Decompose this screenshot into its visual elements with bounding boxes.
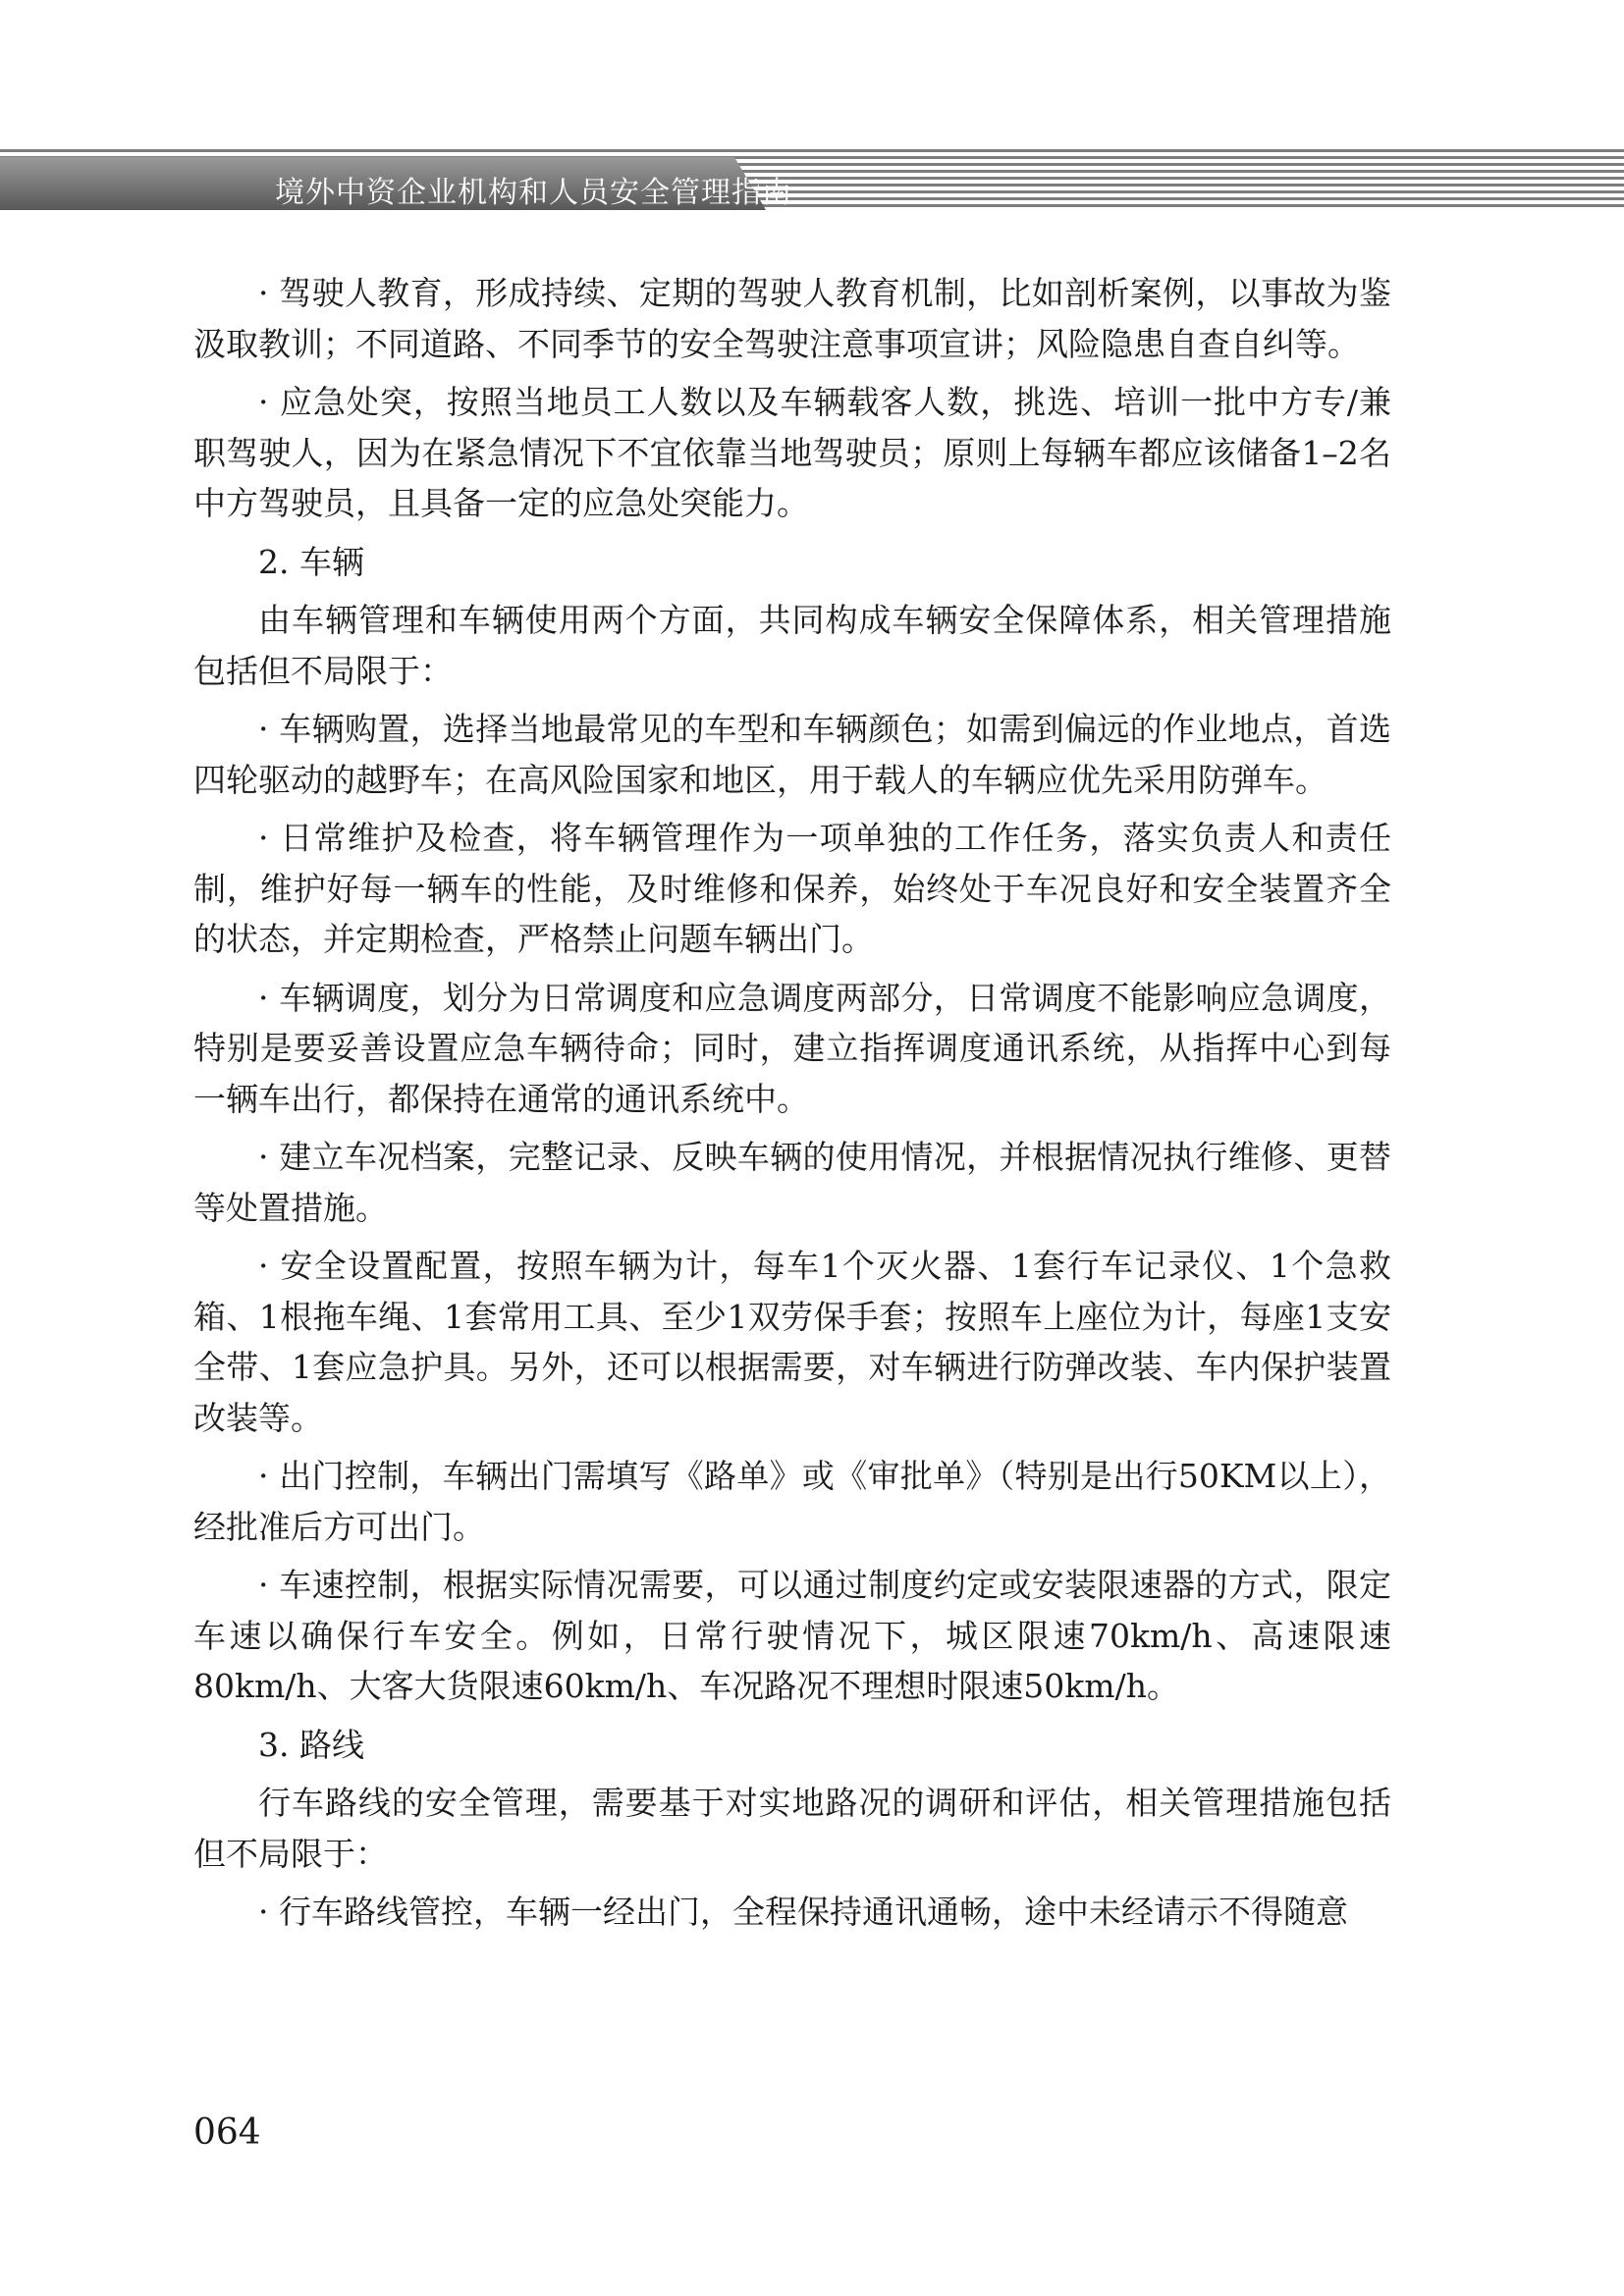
paragraph-vehicle-records: · 建立车况档案，完整记录、反映车辆的使用情况，并根据情况执行维修、更替等处置措施。 [193,1138,1391,1227]
paragraph-safety-equipment: · 安全设置配置，按照车辆为计，每车1个灭火器、1套行车记录仪、1个急救箱、1根拖车绳、1套常用工具、至少1双劳保手套；按照车上座位为计，每座1支安全带、1套应急护具。另外，还可以根据需要，对车辆进行防弹改装、车内保护装置改装等。 [193,1247,1391,1437]
running-header-title: 境外中资企业机构和人员安全管理指南 [275,176,792,210]
paragraph-vehicle-purchase: · 车辆购置，选择当地最常见的车型和车辆颜色；如需到偏远的作业地点，首选四轮驱动的越野车；在高风险国家和地区，用于载人的车辆应优先采用防弹车。 [193,710,1391,799]
paragraph-route-intro: 行车路线的安全管理，需要基于对实地路况的调研和评估，相关管理措施包括但不局限于： [193,1784,1391,1873]
paragraph-dispatch: · 车辆调度，划分为日常调度和应急调度两部分，日常调度不能影响应急调度，特别是要妥善设置应急车辆待命；同时，建立指挥调度通讯系统，从指挥中心到每一辆车出行，都保持在通常的通讯系统中。 [193,978,1391,1118]
paragraph-vehicle-intro: 由车辆管理和车辆使用两个方面，共同构成车辆安全保障体系，相关管理措施包括但不局限于： [193,601,1391,690]
paragraph-driver-education: · 驾驶人教育，形成持续、定期的驾驶人教育机制，比如剖析案例，以事故为鉴汲取教训；不同道路、不同季节的安全驾驶注意事项宣讲；风险隐患自查自纠等。 [193,274,1391,363]
paragraph-exit-control: · 出门控制，车辆出门需填写《路单》或《审批单》（特别是出行50KM以上），经批准后方可出门。 [193,1457,1391,1546]
paragraph-emergency-response: · 应急处突，按照当地员工人数以及车辆载客人数，挑选、培训一批中方专/兼职驾驶人，因为在紧急情况下不宜依靠当地驾驶员；原则上每辆车都应该储备1–2名中方驾驶员，且具备一定的应急处突能力。 [193,383,1391,522]
paragraph-speed-control: · 车速控制，根据实际情况需要，可以通过制度约定或安装限速器的方式，限定车速以确保行车安全。例如，日常行驶情况下，城区限速70km/h、高速限速80km/h、大客大货限速60km/h、车况路况不理想时限速50km/h。 [193,1566,1391,1705]
page-number: 064 [193,2112,261,2153]
section-heading-vehicles: 2. 车辆 [258,542,364,581]
paragraph-maintenance: · 日常维护及检查，将车辆管理作为一项单独的工作任务，落实负责人和责任制，维护好每一辆车的性能，及时维修和保养，始终处于车况良好和安全装置齐全的状态，并定期检查，严格禁止问题车辆出门。 [193,819,1391,958]
body-text [193,268,1391,1946]
paragraph-route-control: · 行车路线管控，车辆一经出门，全程保持通讯通畅，途中未经请示不得随意 [258,1893,1348,1931]
section-heading-routes: 3. 路线 [258,1725,364,1764]
